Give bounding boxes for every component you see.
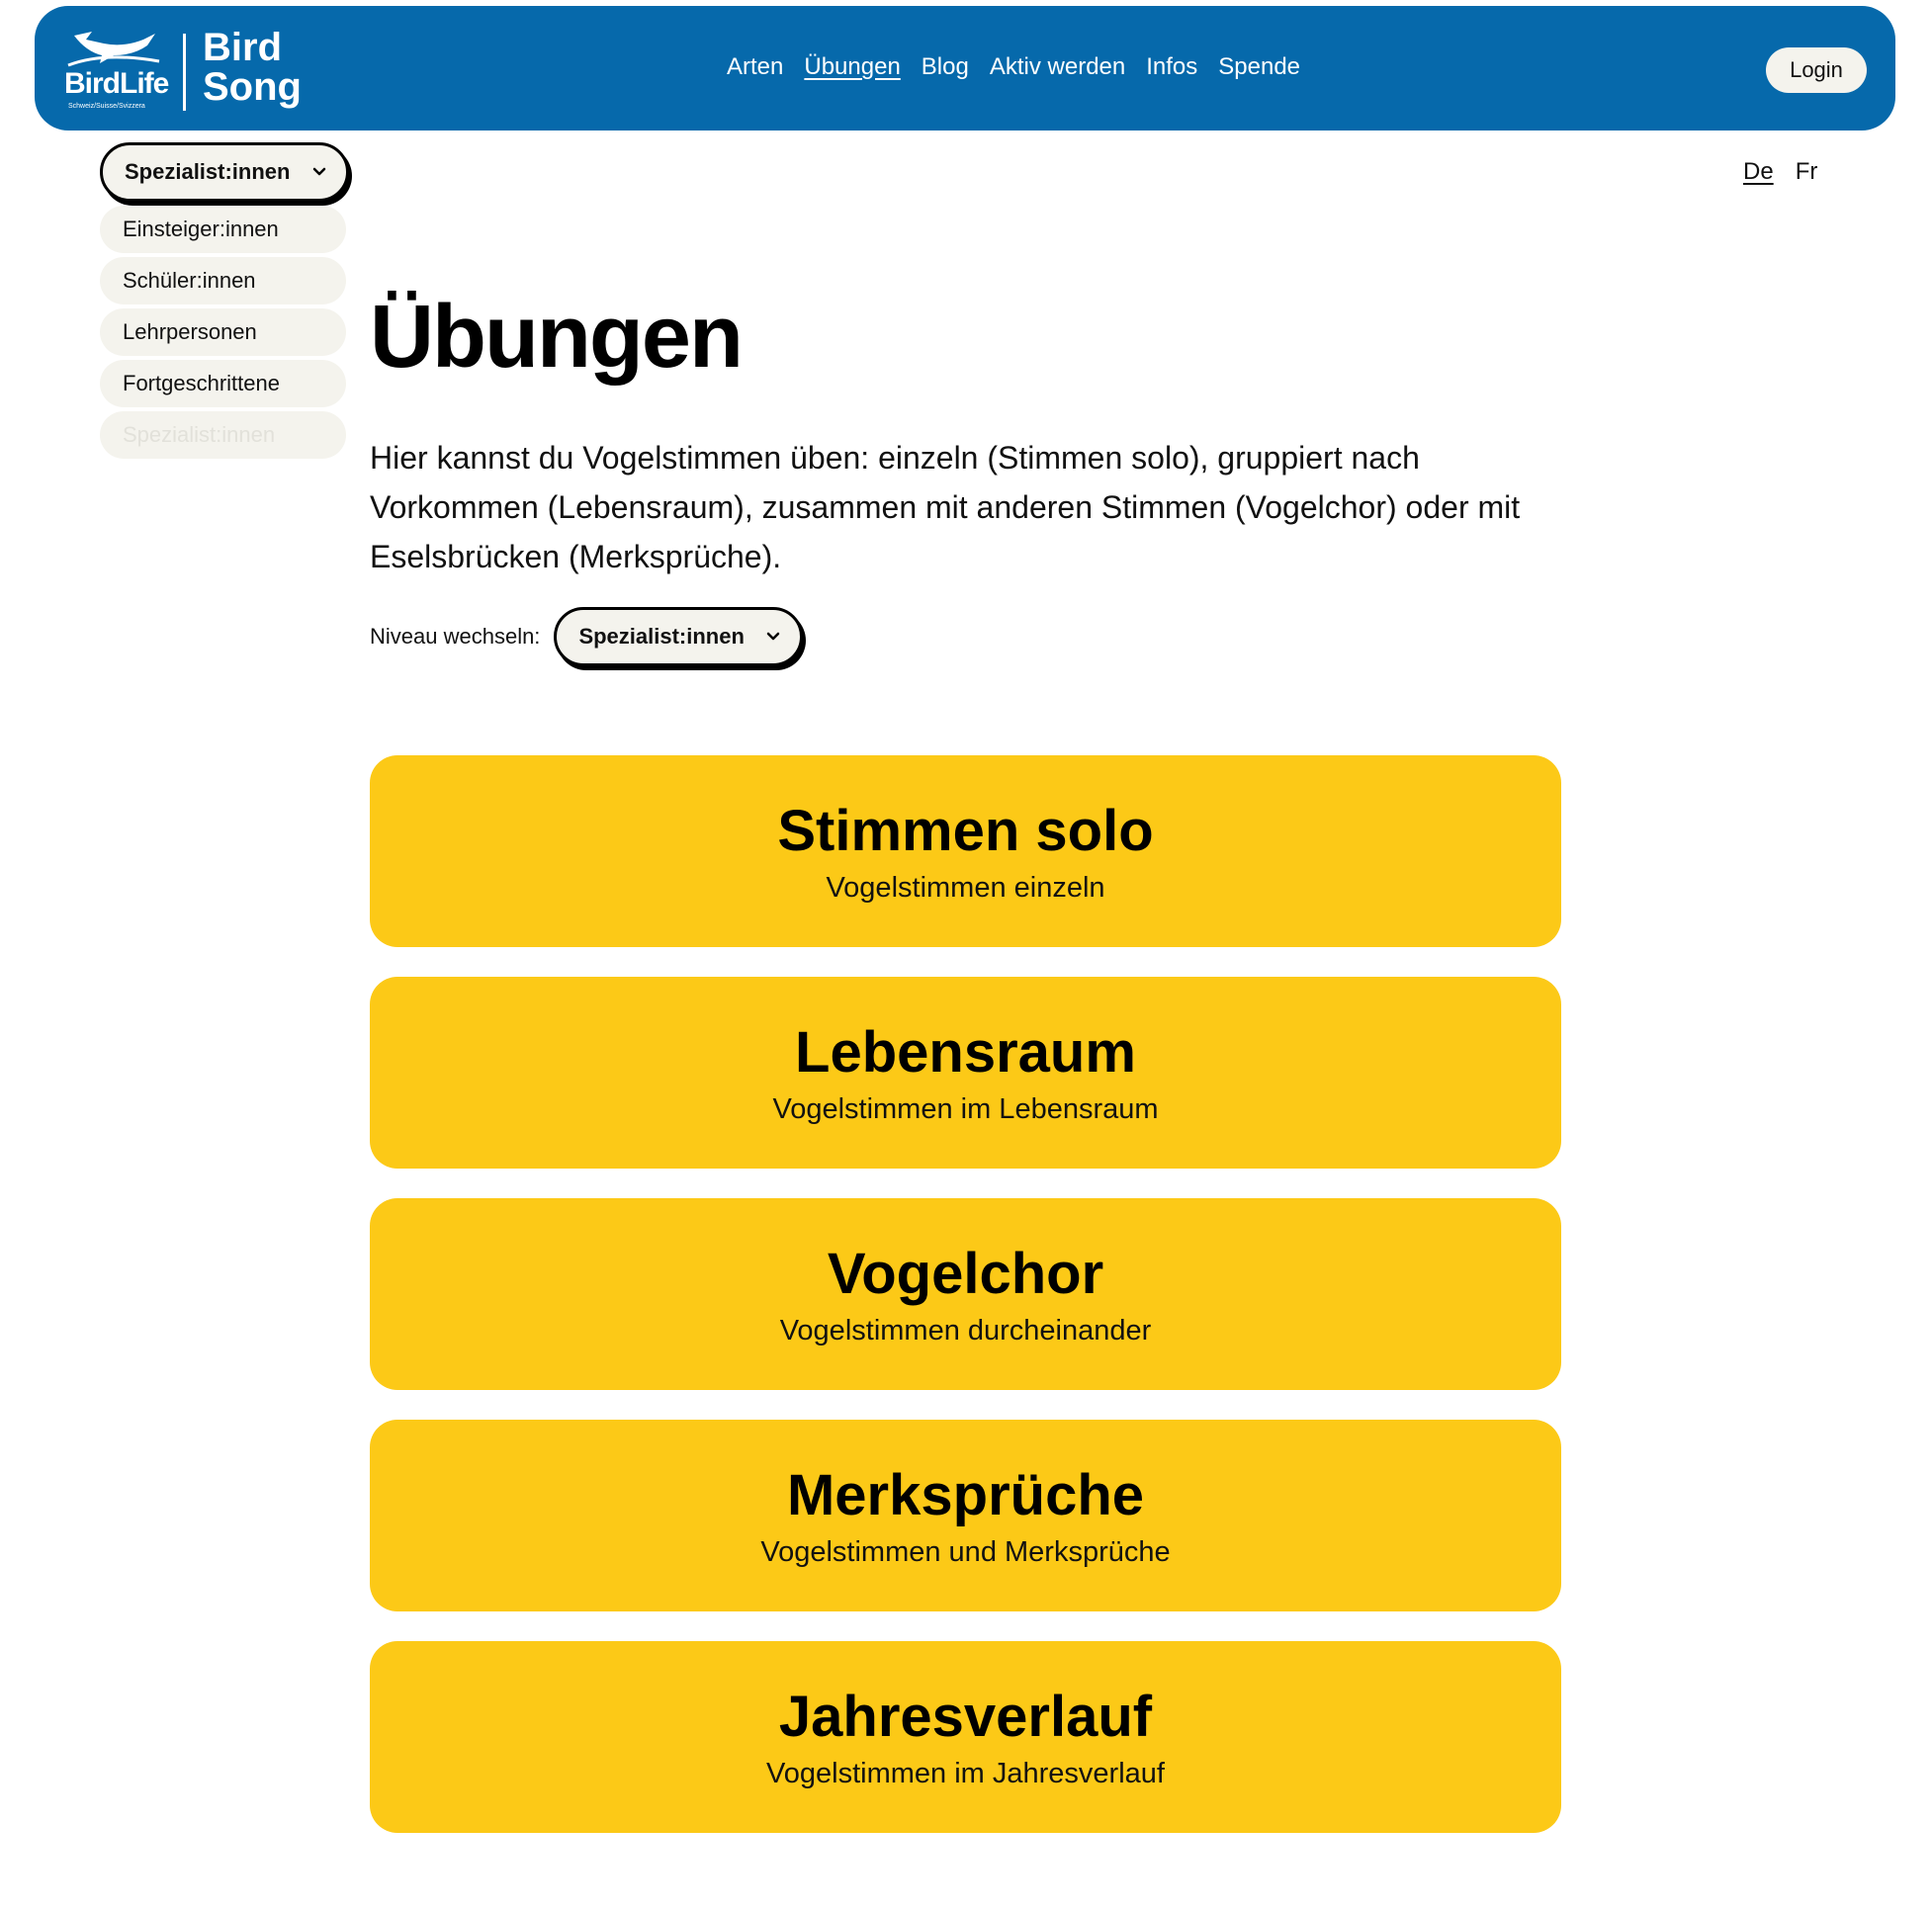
card-subtitle: Vogelstimmen im Jahresverlauf	[766, 1757, 1165, 1789]
card-subtitle: Vogelstimmen durcheinander	[779, 1314, 1152, 1347]
card-subtitle: Vogelstimmen und Merksprüche	[760, 1535, 1171, 1568]
exercise-cards	[370, 755, 1561, 1863]
level-switch-value: Spezialist:innen	[578, 624, 745, 649]
card-title: Lebensraum	[795, 1019, 1136, 1085]
card-title: Stimmen solo	[777, 798, 1154, 863]
nav-item-aktiv-werden[interactable]: Aktiv werden	[989, 53, 1126, 80]
level-switch-label: Niveau wechseln:	[370, 624, 541, 649]
chevron-down-icon	[764, 628, 782, 646]
nav-item-arten[interactable]: Arten	[727, 53, 784, 80]
nav-item-uebungen[interactable]: Übungen	[804, 53, 901, 80]
nav-item-infos[interactable]: Infos	[1146, 53, 1198, 80]
language-switch	[1743, 158, 1817, 186]
card-vogelchor[interactable]	[370, 1198, 1561, 1390]
site-header	[35, 6, 1895, 130]
lang-de[interactable]: De	[1743, 158, 1774, 185]
nav-item-spende[interactable]: Spende	[1218, 53, 1301, 80]
logo-divider	[183, 34, 186, 111]
level-options-list	[100, 206, 346, 463]
card-lebensraum[interactable]	[370, 977, 1561, 1169]
level-select-value: Spezialist:innen	[125, 159, 291, 184]
birdlife-subtitle: Schweiz/Suisse/Svizzera	[68, 103, 145, 110]
card-subtitle: Vogelstimmen einzeln	[826, 871, 1105, 904]
card-subtitle: Vogelstimmen im Lebensraum	[772, 1092, 1159, 1125]
chevron-down-icon	[310, 163, 328, 181]
birdlife-wordmark: BirdLife	[64, 67, 169, 100]
level-option-spezialist[interactable]: Spezialist:innen	[100, 411, 346, 459]
card-jahresverlauf[interactable]	[370, 1641, 1561, 1833]
level-option-lehrpersonen[interactable]: Lehrpersonen	[100, 308, 346, 356]
level-switch-row	[370, 607, 803, 666]
level-option-schueler[interactable]: Schüler:innen	[100, 257, 346, 304]
card-title: Merksprüche	[786, 1462, 1145, 1527]
page-title: Übungen	[370, 288, 742, 387]
level-option-einsteiger[interactable]: Einsteiger:innen	[100, 206, 346, 253]
birdsong-line-1: Bird	[203, 26, 282, 69]
card-merksprueche[interactable]	[370, 1420, 1561, 1611]
card-stimmen-solo[interactable]	[370, 755, 1561, 947]
main-nav	[727, 53, 1300, 81]
login-button[interactable]: Login	[1766, 47, 1867, 93]
birdsong-wordmark	[203, 28, 302, 107]
level-switch-select[interactable]	[554, 607, 803, 666]
level-select[interactable]	[100, 142, 349, 202]
intro-text: Hier kannst du Vogelstimmen üben: einzeln (Stimmen solo), gruppiert nach Vorkommen (Lebensraum), zusammen mit anderen Stimmen (Vogelchor) oder mit Eselsbrücken (Merksprüche).	[370, 440, 1521, 574]
card-title: Jahresverlauf	[778, 1684, 1153, 1749]
birdsong-line-2: Song	[203, 65, 302, 109]
lang-fr[interactable]: Fr	[1795, 158, 1818, 185]
card-title: Vogelchor	[827, 1241, 1104, 1306]
bird-logo-icon	[64, 26, 183, 69]
level-option-fortgeschrittene[interactable]: Fortgeschrittene	[100, 360, 346, 407]
birdlife-birdsong-logo[interactable]	[64, 26, 302, 115]
nav-item-blog[interactable]: Blog	[921, 53, 969, 80]
